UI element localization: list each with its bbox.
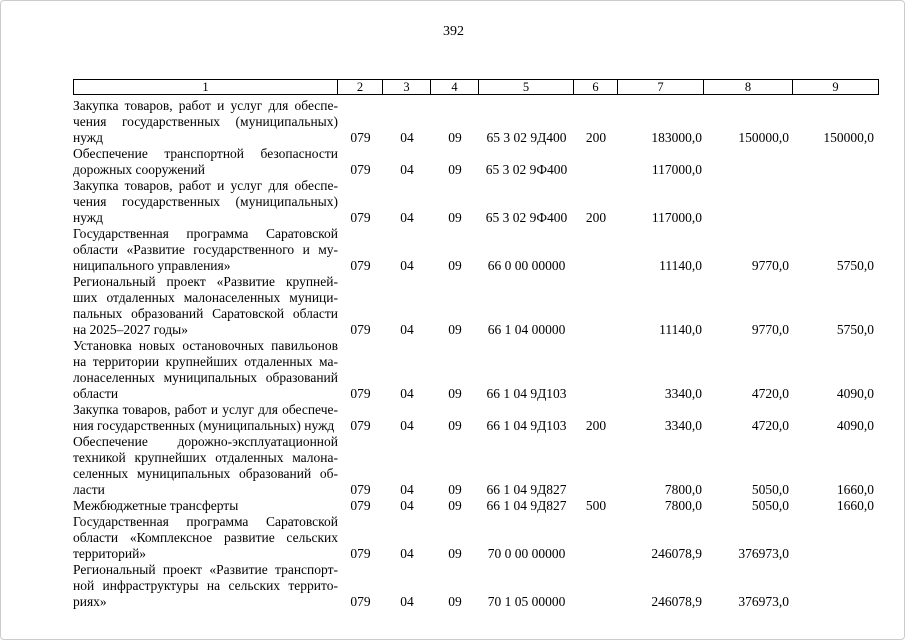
cell-col-5: 66 1 04 00000 [487,322,566,337]
cell-col-6 [574,274,618,338]
cell-col-9: 150000,0 [823,130,874,145]
cell-col-3: 04 [400,258,414,273]
cell-col-8: 376973,0 [738,594,789,609]
header-cell-6: 6 [574,79,618,95]
name-line: чения государственных (муниципальных) [73,194,338,209]
name-line: области «Комплексное развитие сельских [73,530,338,545]
table-header-row [73,79,879,95]
table-row [73,178,879,226]
cell-name [73,514,338,562]
cell-name [73,274,338,338]
cell-col-7: 117000,0 [651,162,702,177]
table-row [73,274,879,338]
cell-col-4: 09 [448,258,462,273]
cell-col-9: 1660,0 [836,482,874,497]
name-line: Государственная программа Саратовской [73,514,338,529]
table-row [73,338,879,402]
cell-col-3: 04 [400,386,414,401]
cell-name [73,98,338,146]
header-cell-7: 7 [618,79,704,95]
name-line: области «Развитие государственного и му- [73,242,338,257]
cell-col-9: 5750,0 [836,322,874,337]
cell-col-7: 117000,0 [651,210,702,225]
header-cell-2: 2 [338,79,383,95]
name-line: территорий» [73,546,147,561]
cell-col-4: 09 [448,498,462,513]
name-line: ния государственных (муниципальных) нужд [73,418,335,433]
cell-col-6: 200 [585,130,607,145]
name-line: селенных муниципальных образований об- [73,466,338,481]
table-row [73,226,879,274]
cell-col-6: 500 [585,498,607,513]
name-line: техникой крупнейших отдаленных малона- [73,450,338,465]
cell-col-8: 9770,0 [751,258,789,273]
cell-col-3: 04 [400,210,414,225]
name-line: ласти [73,482,105,497]
cell-col-2: 079 [350,210,371,225]
table-row [73,98,879,146]
cell-col-9 [793,514,879,562]
name-line: Закупка товаров, работ и услуг для обеспе- [73,178,338,193]
cell-col-2: 079 [350,130,371,145]
name-line: чения государственных (муниципальных) [73,114,338,129]
cell-col-2: 079 [350,482,371,497]
name-line: Закупка товаров, работ и услуг для обеспече- [73,402,338,417]
cell-col-9: 4090,0 [836,418,874,433]
cell-col-4: 09 [448,418,462,433]
header-cell-9: 9 [793,79,879,95]
cell-col-2: 079 [350,322,371,337]
cell-name [73,178,338,226]
cell-col-8: 150000,0 [738,130,789,145]
name-line: Установка новых остановочных павильонов [73,338,338,353]
table-row [73,562,879,610]
cell-col-4: 09 [448,322,462,337]
name-line: нужд [73,210,103,225]
cell-col-3: 04 [400,130,414,145]
name-line: Региональный проект «Развитие крупней- [73,274,338,289]
cell-name [73,434,338,498]
cell-name [73,146,338,178]
cell-col-3: 04 [400,322,414,337]
cell-col-6 [574,562,618,610]
cell-col-6 [574,434,618,498]
name-line: Государственная программа Саратовской [73,226,338,241]
cell-col-7: 3340,0 [664,418,702,433]
table-row [73,498,879,514]
cell-name [73,402,338,434]
cell-col-9 [793,562,879,610]
cell-col-8: 9770,0 [751,322,789,337]
name-line: Межбюджетные трансферты [73,498,239,513]
cell-name [73,226,338,274]
cell-col-4: 09 [448,210,462,225]
name-line: ниципального управления» [73,258,231,273]
cell-col-9 [793,178,879,226]
cell-col-5: 66 1 04 9Д827 [486,482,567,497]
table-row [73,146,879,178]
cell-name [73,338,338,402]
cell-col-4: 09 [448,130,462,145]
cell-col-6 [574,146,618,178]
cell-col-8: 5050,0 [751,498,789,513]
name-line: Обеспечение транспортной безопасности [73,146,338,161]
cell-col-7: 3340,0 [664,386,702,401]
cell-col-3: 04 [400,418,414,433]
cell-col-4: 09 [448,386,462,401]
cell-col-5: 66 1 04 9Д103 [486,418,567,433]
cell-col-2: 079 [350,258,371,273]
cell-col-3: 04 [400,482,414,497]
name-line: ших отдаленных малонаселенных муници- [73,290,338,305]
cell-col-5: 66 1 04 9Д103 [486,386,567,401]
header-cell-1: 1 [73,79,338,95]
cell-col-7: 7800,0 [664,482,702,497]
cell-col-2: 079 [350,498,371,513]
table-row [73,434,879,498]
header-cell-4: 4 [431,79,479,95]
page-number: 392 [443,24,464,39]
cell-col-6 [574,338,618,402]
cell-col-4: 09 [448,594,462,609]
name-line: области [73,386,119,401]
table-row [73,514,879,562]
name-line: нужд [73,130,103,145]
cell-col-8: 5050,0 [751,482,789,497]
cell-col-9: 4090,0 [836,386,874,401]
cell-col-9: 5750,0 [836,258,874,273]
name-line: риях» [73,594,107,609]
name-line: Региональный проект «Развитие транспорт- [73,562,338,577]
cell-col-7: 7800,0 [664,498,702,513]
cell-col-5: 66 0 00 00000 [487,258,566,273]
name-line: дорожных сооружений [73,162,205,177]
cell-col-6: 200 [585,418,607,433]
cell-col-8 [704,178,793,226]
name-line: на 2025–2027 годы» [73,322,188,337]
cell-col-4: 09 [448,162,462,177]
header-cell-8: 8 [704,79,793,95]
header-cell-3: 3 [383,79,431,95]
header-cell-5: 5 [479,79,574,95]
cell-col-8 [704,146,793,178]
cell-col-8: 4720,0 [751,418,789,433]
name-line: Обеспечение дорожно-эксплуатационной [73,434,338,449]
cell-col-2: 079 [350,546,371,561]
cell-name [73,562,338,610]
cell-col-8: 376973,0 [738,546,789,561]
table-body [73,98,879,610]
cell-col-2: 079 [350,162,371,177]
cell-col-5: 65 3 02 9Ф400 [485,162,568,177]
cell-col-3: 04 [400,162,414,177]
cell-col-9 [793,146,879,178]
table-row [73,402,879,434]
cell-col-2: 079 [350,386,371,401]
cell-col-5: 70 1 05 00000 [487,594,566,609]
cell-col-2: 079 [350,594,371,609]
cell-col-2: 079 [350,418,371,433]
cell-col-7: 183000,0 [651,130,702,145]
cell-col-8: 4720,0 [751,386,789,401]
name-line: на территории крупнейших отдаленных ма- [73,354,338,369]
cell-col-4: 09 [448,546,462,561]
name-line: лонаселенных муниципальных образований [73,370,338,385]
cell-col-7: 11140,0 [659,322,702,337]
cell-col-5: 65 3 02 9Д400 [486,130,567,145]
cell-col-6 [574,514,618,562]
budget-table [73,79,879,610]
cell-col-5: 66 1 04 9Д827 [486,498,567,513]
cell-col-7: 11140,0 [659,258,702,273]
name-line: пальных образований Саратовской области [73,306,338,321]
cell-col-6: 200 [585,210,607,225]
cell-col-7: 246078,9 [651,546,702,561]
cell-col-3: 04 [400,498,414,513]
cell-col-6 [574,226,618,274]
cell-col-3: 04 [400,546,414,561]
cell-col-9: 1660,0 [836,498,874,513]
name-line: ной инфраструктуры на сельских террито- [73,578,338,593]
cell-col-7: 246078,9 [651,594,702,609]
cell-col-3: 04 [400,594,414,609]
cell-col-5: 65 3 02 9Ф400 [485,210,568,225]
name-line: Закупка товаров, работ и услуг для обеспе- [73,98,338,113]
cell-col-4: 09 [448,482,462,497]
cell-name [73,498,338,514]
cell-col-5: 70 0 00 00000 [487,546,566,561]
